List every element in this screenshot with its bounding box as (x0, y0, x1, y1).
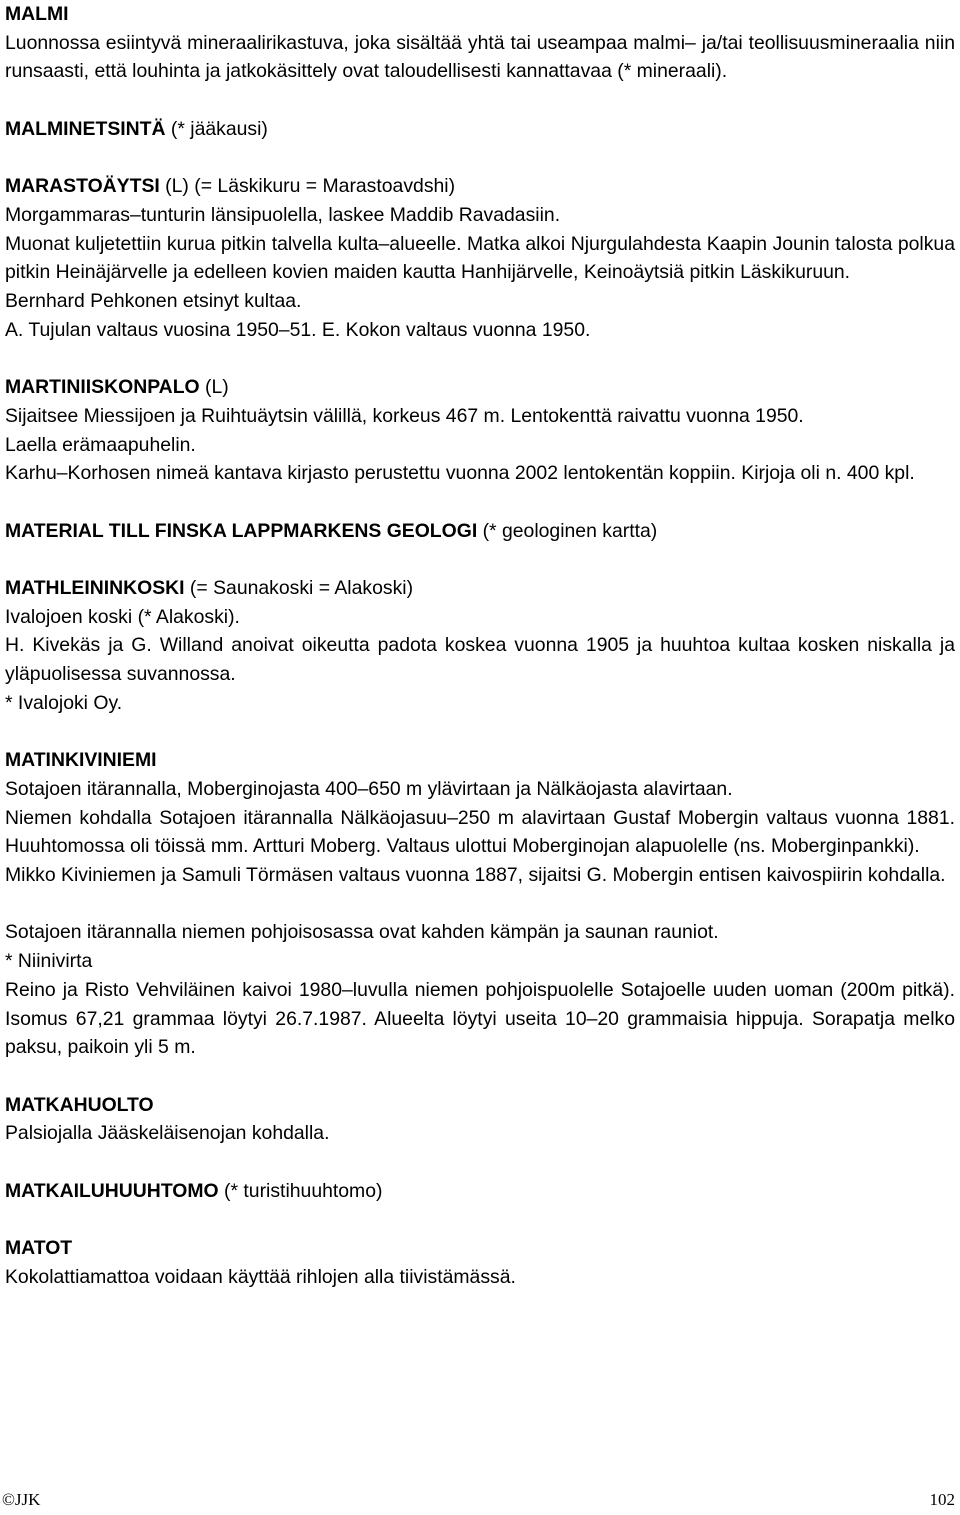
entry-text: Palsiojalla Jääskeläisenojan kohdalla. (5, 1122, 330, 1145)
entry-marastoaytsi (5, 172, 955, 344)
entry-text: Kokolattiamattoa voidaan käyttää rihlojen alla tiivistämässä. (5, 1265, 516, 1288)
entry-heading: MATERIAL TILL FINSKA LAPPMARKENS GEOLOGI (5, 519, 478, 542)
page-number: 102 (929, 1490, 955, 1509)
entry-heading-note: (L) (= Läskikuru = Marastoavdshi) (159, 175, 456, 198)
entry-text: Bernhard Pehkonen etsinyt kultaa. (5, 290, 302, 312)
entry-text: Karhu–Korhosen nimeä kantava kirjasto perustettu vuonna 2002 lentokentän koppiin. Kirjoja oli n. 400 kpl. (5, 462, 915, 485)
entry-text: Muonat kuljetettiin kurua pitkin talvella kulta–alueelle. Matka alkoi Njurgulahdesta Kaapin Jounin talosta polkua pitkin Heinäjärvelle ja edelleen kovien maiden kautta Hanhijärvelle, Keinoäytsiä pitkin Läskikuruun. (5, 232, 955, 284)
entry-text: Sotajoen itärannalla niemen pohjoisosassa ovat kahden kämpän ja saunan rauniot. (5, 921, 719, 944)
entry-text: Sotajoen itärannalla, Moberginojasta 400–650 m ylävirtaan ja Nälkäojasta alavirtaan. (5, 777, 733, 800)
entry-heading-note: (= Saunakoski = Alakoski) (184, 576, 414, 599)
entry-malminetsinta (5, 115, 955, 144)
entry-text: * Ivalojoki Oy. (5, 691, 123, 714)
entry-heading: MARTINIISKONPALO (5, 376, 200, 399)
entry-text: Laella erämaapuhelin. (5, 433, 196, 456)
entry-malmi (5, 0, 955, 86)
document-page (5, 0, 955, 1291)
entry-heading-note: (* geologinen kartta) (477, 519, 658, 542)
entry-text: Sijaitsee Miessijoen ja Ruihtuäytsin välillä, korkeus 467 m. Lentokenttä raivattu vuonna 1950. (5, 404, 804, 427)
entry-material-till-finska-lappmarkens-geologi (5, 517, 955, 546)
entry-heading: MATKAILUHUUHTOMO (5, 1179, 219, 1202)
entry-matot (5, 1234, 955, 1291)
entry-matkahuolto (5, 1091, 955, 1148)
entry-heading: MARASTOÄYTSI (5, 175, 160, 198)
entry-text: H. Kivekäs ja G. Willand anoivat oikeutta padota koskea vuonna 1905 ja huuhtoa kultaa kosken niskalla ja yläpuolisessa suvannossa. (5, 634, 955, 686)
entry-heading: MATHLEININKOSKI (5, 576, 185, 599)
entry-heading: MATINKIVINIEMI (5, 749, 157, 772)
entry-heading-note: (L) (199, 376, 229, 399)
entry-heading: MALMINETSINTÄ (5, 117, 166, 140)
entry-text: Mikko Kiviniemen ja Samuli Törmäsen valtaus vuonna 1887, sijaitsi G. Mobergin entisen kaivospiirin kohdalla. (5, 864, 946, 886)
entry-text: A. Tujulan valtaus vuosina 1950–51. E. Kokon valtaus vuonna 1950. (5, 318, 591, 341)
copyright-notice: ©JJK (2, 1490, 41, 1509)
page-footer (0, 1490, 955, 1514)
entry-text: Luonnossa esiintyvä mineraalirikastuva, joka sisältää yhtä tai useampaa malmi– ja/tai teollisuusmineraalia niin runsaasti, että louhinta ja jatkokäsittely ovat taloudellisesti kannattavaa (* mineraali). (5, 31, 955, 83)
entry-text: Niemen kohdalla Sotajoen itärannalla Nälkäojasuu–250 m alavirtaan Gustaf Mobergin valtaus vuonna 1881. Huuhtomossa oli töissä mm. Artturi Moberg. Valtaus ulottui Moberginojan alapuolelle (ns. Moberginpankki). (5, 806, 955, 858)
entry-matinkiviniemi (5, 746, 955, 1062)
entry-heading: MALMI (5, 3, 69, 25)
entry-heading: MATKAHUOLTO (5, 1093, 154, 1116)
entry-martiniiskonpalo (5, 373, 955, 488)
entry-heading-note: (* jääkausi) (165, 117, 268, 140)
entry-heading: MATOT (5, 1237, 73, 1260)
entry-matkailuhuuhtomo (5, 1177, 955, 1206)
entry-text: Reino ja Risto Vehviläinen kaivoi 1980–luvulla niemen pohjoispuolelle Sotajoelle uuden uoman (200m pitkä). Isomus 67,21 grammaa löytyi 26.7.1987. Alueelta löytyi useita 10–20 grammaisia hippuja. Sorapatja melko paksu, paikoin yli 5 m. (5, 978, 955, 1059)
entry-text: * Niinivirta (5, 950, 93, 973)
entry-text: Ivalojoen koski (* Alakoski). (5, 605, 240, 628)
entry-text: Morgammaras–tunturin länsipuolella, laskee Maddib Ravadasiin. (5, 203, 561, 226)
entry-heading-note: (* turistihuuhtomo) (218, 1179, 383, 1202)
entry-mathleininkoski (5, 574, 955, 718)
